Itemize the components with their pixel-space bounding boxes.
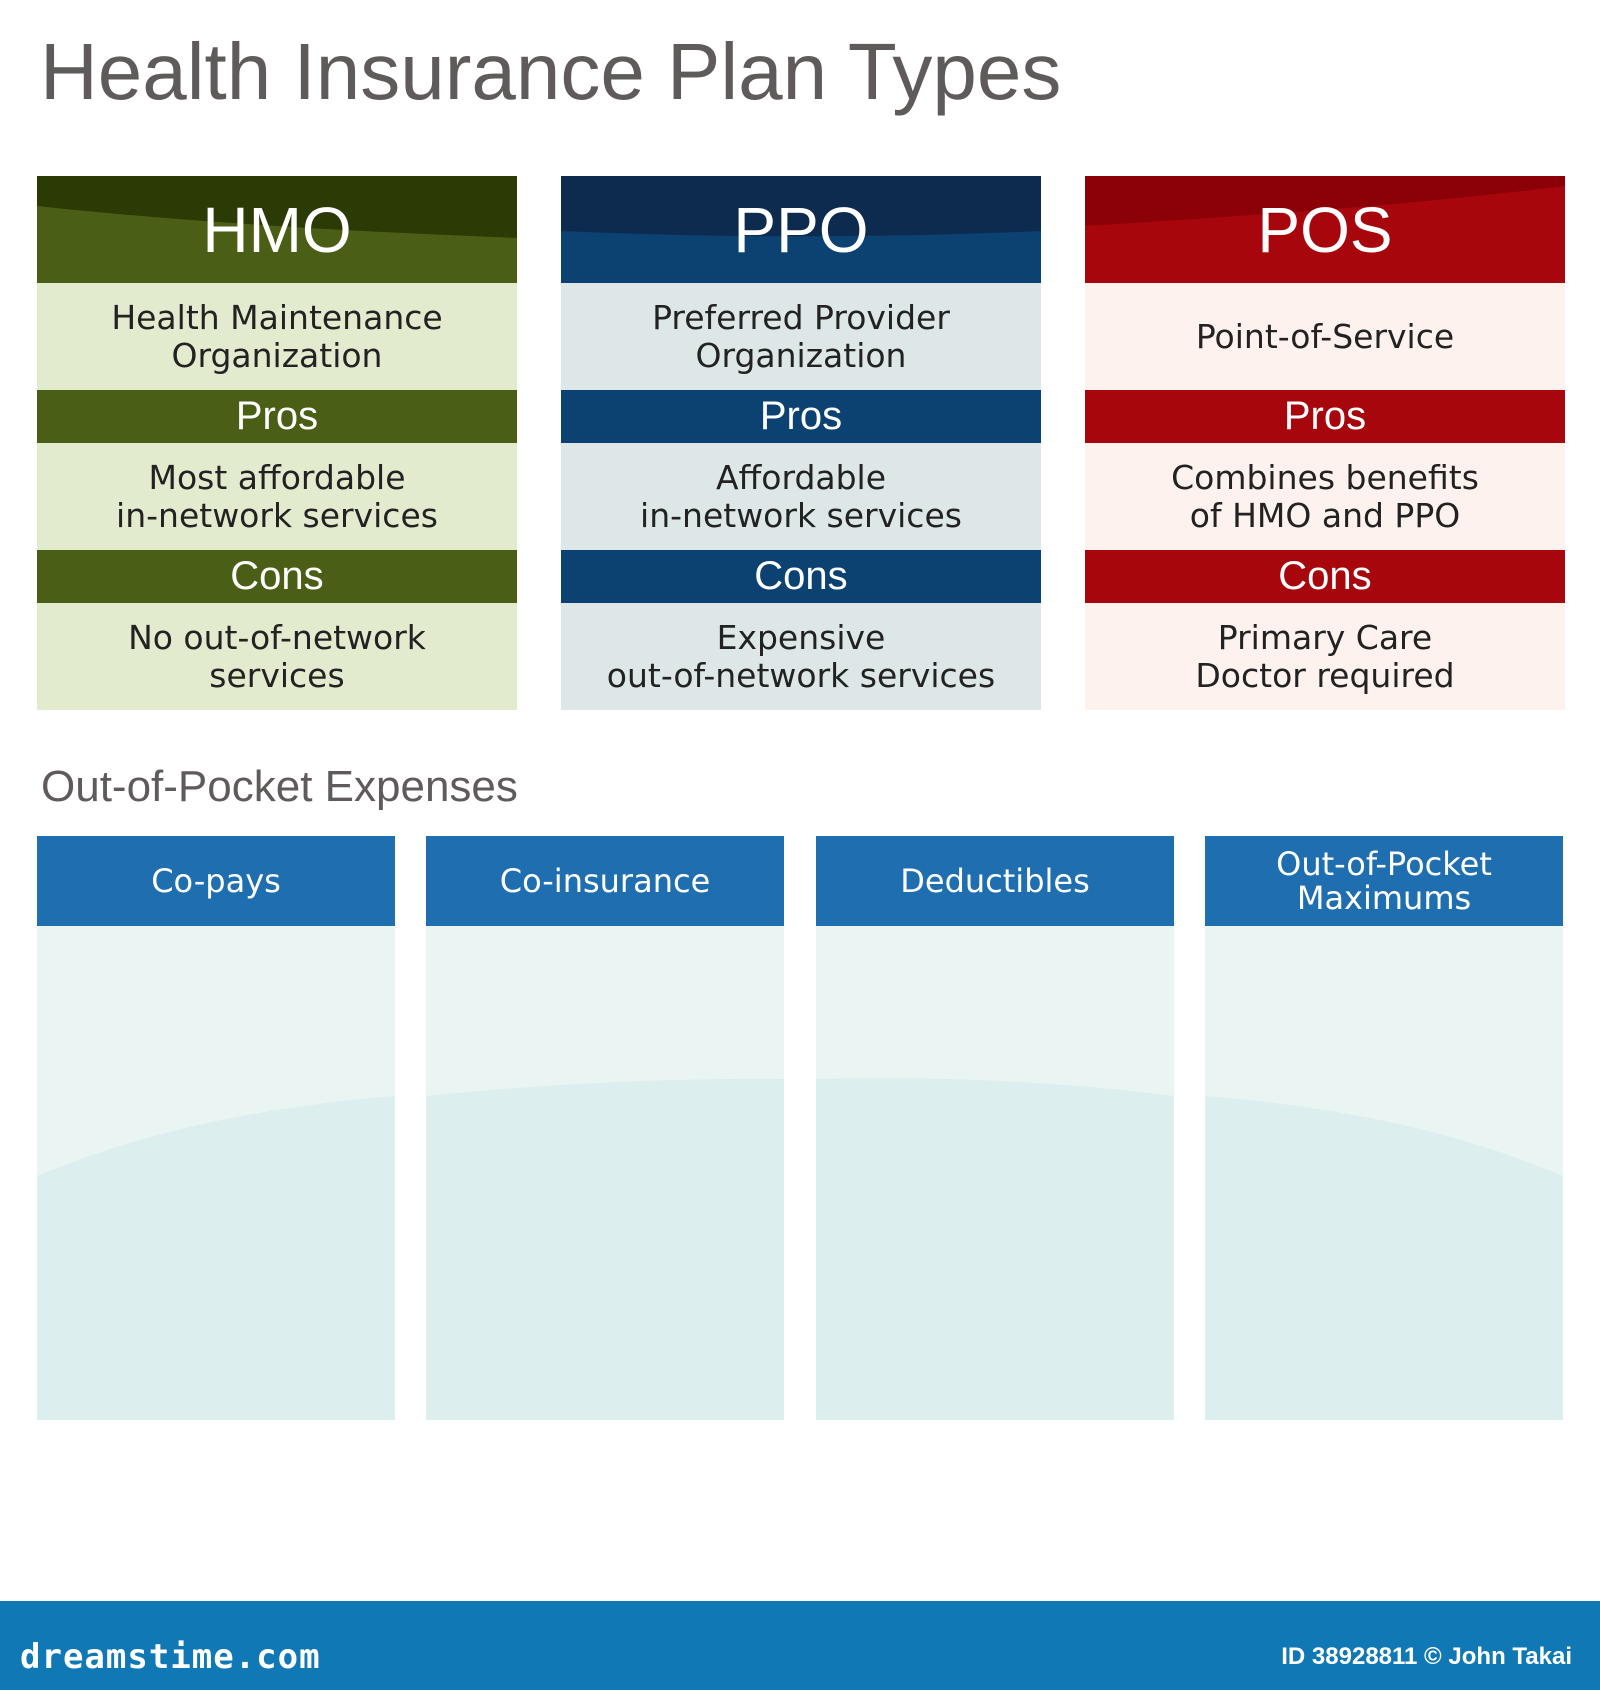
plan-card-hmo (37, 176, 517, 710)
expense-column-oop-max (1205, 836, 1563, 1420)
image-credit: ID 38928811 © John Takai (1281, 1643, 1572, 1670)
body-wave-graphic (1205, 926, 1563, 1420)
cons-text: Expensive out-of-network services (561, 603, 1041, 710)
pros-text: Most affordable in-network services (37, 443, 517, 550)
cons-text: No out-of-network services (37, 603, 517, 710)
expense-body (816, 926, 1174, 1420)
cons-label: Cons (1085, 550, 1565, 603)
expense-header: Co-insurance (426, 836, 784, 926)
pros-label: Pros (1085, 390, 1565, 443)
plan-full-name: Health Maintenance Organization (37, 283, 517, 390)
pros-label: Pros (561, 390, 1041, 443)
plan-header (561, 176, 1041, 283)
brand-logo: dreamstime.com (20, 1637, 321, 1677)
plan-header (37, 176, 517, 283)
pros-label: Pros (37, 390, 517, 443)
body-wave-graphic (37, 926, 395, 1420)
footer-bar (0, 1601, 1600, 1690)
expense-header: Out-of-Pocket Maximums (1205, 836, 1563, 926)
expense-column-coinsurance (426, 836, 784, 1420)
expense-column-deductibles (816, 836, 1174, 1420)
body-wave-graphic (816, 926, 1174, 1420)
plan-full-name: Point-of-Service (1085, 283, 1565, 390)
plan-full-name: Preferred Provider Organization (561, 283, 1041, 390)
cons-label: Cons (561, 550, 1041, 603)
plan-card-pos (1085, 176, 1565, 710)
plan-header (1085, 176, 1565, 283)
section-title-expenses: Out-of-Pocket Expenses (41, 762, 518, 811)
plan-card-ppo (561, 176, 1041, 710)
plan-name: POS (1257, 193, 1393, 266)
expense-body (37, 926, 395, 1420)
expense-body (1205, 926, 1563, 1420)
expense-header: Co-pays (37, 836, 395, 926)
cons-text: Primary Care Doctor required (1085, 603, 1565, 710)
pros-text: Affordable in-network services (561, 443, 1041, 550)
expense-column-copays (37, 836, 395, 1420)
expense-body (426, 926, 784, 1420)
plan-name: HMO (202, 193, 352, 266)
plan-name: PPO (733, 193, 869, 266)
expense-header: Deductibles (816, 836, 1174, 926)
pros-text: Combines benefits of HMO and PPO (1085, 443, 1565, 550)
cons-label: Cons (37, 550, 517, 603)
body-wave-graphic (426, 926, 784, 1420)
page-title: Health Insurance Plan Types (40, 27, 1062, 116)
